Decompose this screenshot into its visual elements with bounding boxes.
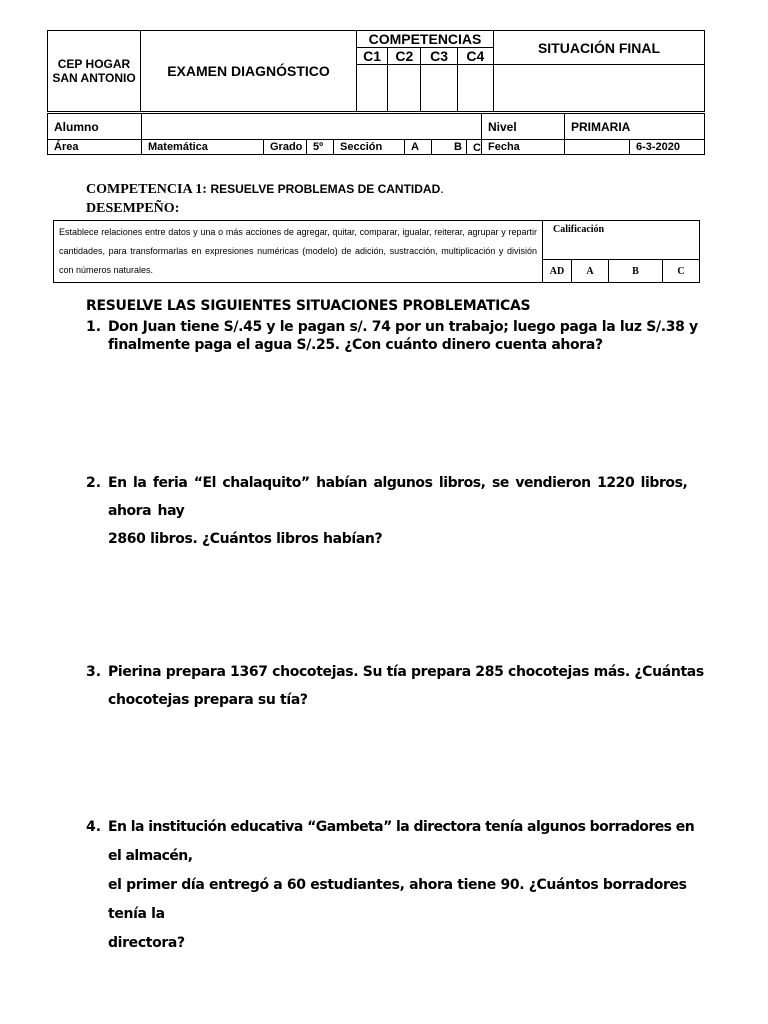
desempeno-colon: :: [174, 201, 180, 216]
seccion-option-b[interactable]: B: [432, 140, 467, 155]
alumno-field[interactable]: [142, 114, 482, 140]
school-cell: [48, 31, 141, 112]
question-2-line1: En la feria “El chalaquito” habían algunos libros, se vendieron 1220 libros, ahora hay: [108, 475, 688, 519]
question-4-line3: directora?: [108, 935, 185, 951]
question-3-line1: Pierina prepara 1367 chocotejas. Su tía prepara 285 chocotejas más. ¿Cuántas: [108, 664, 704, 680]
alumno-label: Alumno: [48, 114, 142, 140]
question-1-line2: finalmente paga el agua S/.25. ¿Con cuánto dinero cuenta ahora?: [108, 337, 603, 353]
competencia-period: .: [440, 182, 444, 197]
area-label: Área: [48, 140, 142, 155]
question-4: [86, 813, 706, 958]
seccion-option-c-label: C: [473, 142, 481, 154]
nivel-label: Nivel: [481, 114, 564, 140]
question-4-line1: En la institución educativa “Gambeta” la directora tenía algunos borradores en el almacén,: [108, 819, 695, 864]
question-2-number: 2.: [86, 475, 102, 491]
calificacion-label: Calificación: [543, 221, 700, 260]
grado-value: 5º: [307, 140, 334, 155]
fecha-value: 6-3-2020: [629, 140, 704, 155]
desempeno-heading: [86, 201, 179, 217]
question-3: [86, 658, 706, 714]
grade-ad[interactable]: AD: [543, 260, 572, 283]
situacion-final-cell[interactable]: [494, 65, 705, 112]
info-table: [47, 113, 705, 155]
comp-col-c3: C3: [421, 48, 457, 65]
comp-col-c4: C4: [457, 48, 493, 65]
fecha-label: Fecha: [481, 140, 564, 155]
question-1-number: 1.: [86, 319, 102, 335]
question-2: [86, 469, 706, 553]
question-3-number: 3.: [86, 664, 102, 680]
fecha-label-spacer: [564, 140, 629, 155]
seccion-label: Sección: [334, 140, 405, 155]
header-table: [47, 30, 705, 112]
desempeno-table: [53, 220, 700, 283]
section-title: RESUELVE LAS SIGUIENTES SITUACIONES PROBLEMATICAS: [86, 298, 531, 314]
seccion-option-c[interactable]: [467, 140, 482, 155]
seccion-option-a[interactable]: A: [405, 140, 432, 155]
c3-score-cell[interactable]: [421, 65, 457, 112]
school-line1: CEP HOGAR: [57, 57, 131, 71]
desempeno-text: Establece relaciones entre datos y una o más acciones de agregar, quitar, comparar, igualar, reiterar, agrupar y repartir cantidades, para transformarlas en expresiones numéricas (modelo) de adición, sustracción, multiplicación y división con números naturales.: [54, 221, 543, 283]
comp-col-c2: C2: [388, 48, 421, 65]
situacion-final-header: SITUACIÓN FINAL: [494, 31, 705, 65]
grade-b[interactable]: B: [609, 260, 663, 283]
school-line2: SAN ANTONIO: [52, 71, 136, 85]
question-3-line2: chocotejas prepara su tía?: [108, 692, 308, 708]
c1-score-cell[interactable]: [357, 65, 388, 112]
question-1: [86, 318, 706, 354]
c2-score-cell[interactable]: [388, 65, 421, 112]
competencias-header: COMPETENCIAS: [357, 31, 494, 48]
c4-score-cell[interactable]: [457, 65, 493, 112]
grade-c[interactable]: C: [663, 260, 700, 283]
comp-col-c1: C1: [357, 48, 388, 65]
competencia-label: COMPETENCIA 1:: [86, 182, 207, 197]
grado-label: Grado: [264, 140, 307, 155]
nivel-value: PRIMARIA: [564, 114, 704, 140]
competencia-text: RESUELVE PROBLEMAS DE CANTIDAD: [210, 182, 441, 196]
exam-title: EXAMEN DIAGNÓSTICO: [141, 31, 357, 112]
question-4-line2: el primer día entregó a 60 estudiantes, ahora tiene 90. ¿Cuántos borradores tenía la: [108, 877, 687, 922]
area-value: Matemática: [142, 140, 264, 155]
grade-a[interactable]: A: [572, 260, 609, 283]
question-4-number: 4.: [86, 819, 102, 835]
competencia-heading: [86, 182, 444, 198]
question-1-line1: Don Juan tiene S/.45 y le pagan s/. 74 por un trabajo; luego paga la luz S/.38 y: [108, 319, 698, 335]
desempeno-label: DESEMPEÑO: [86, 201, 175, 216]
question-2-line2: 2860 libros. ¿Cuántos libros habían?: [108, 531, 383, 547]
